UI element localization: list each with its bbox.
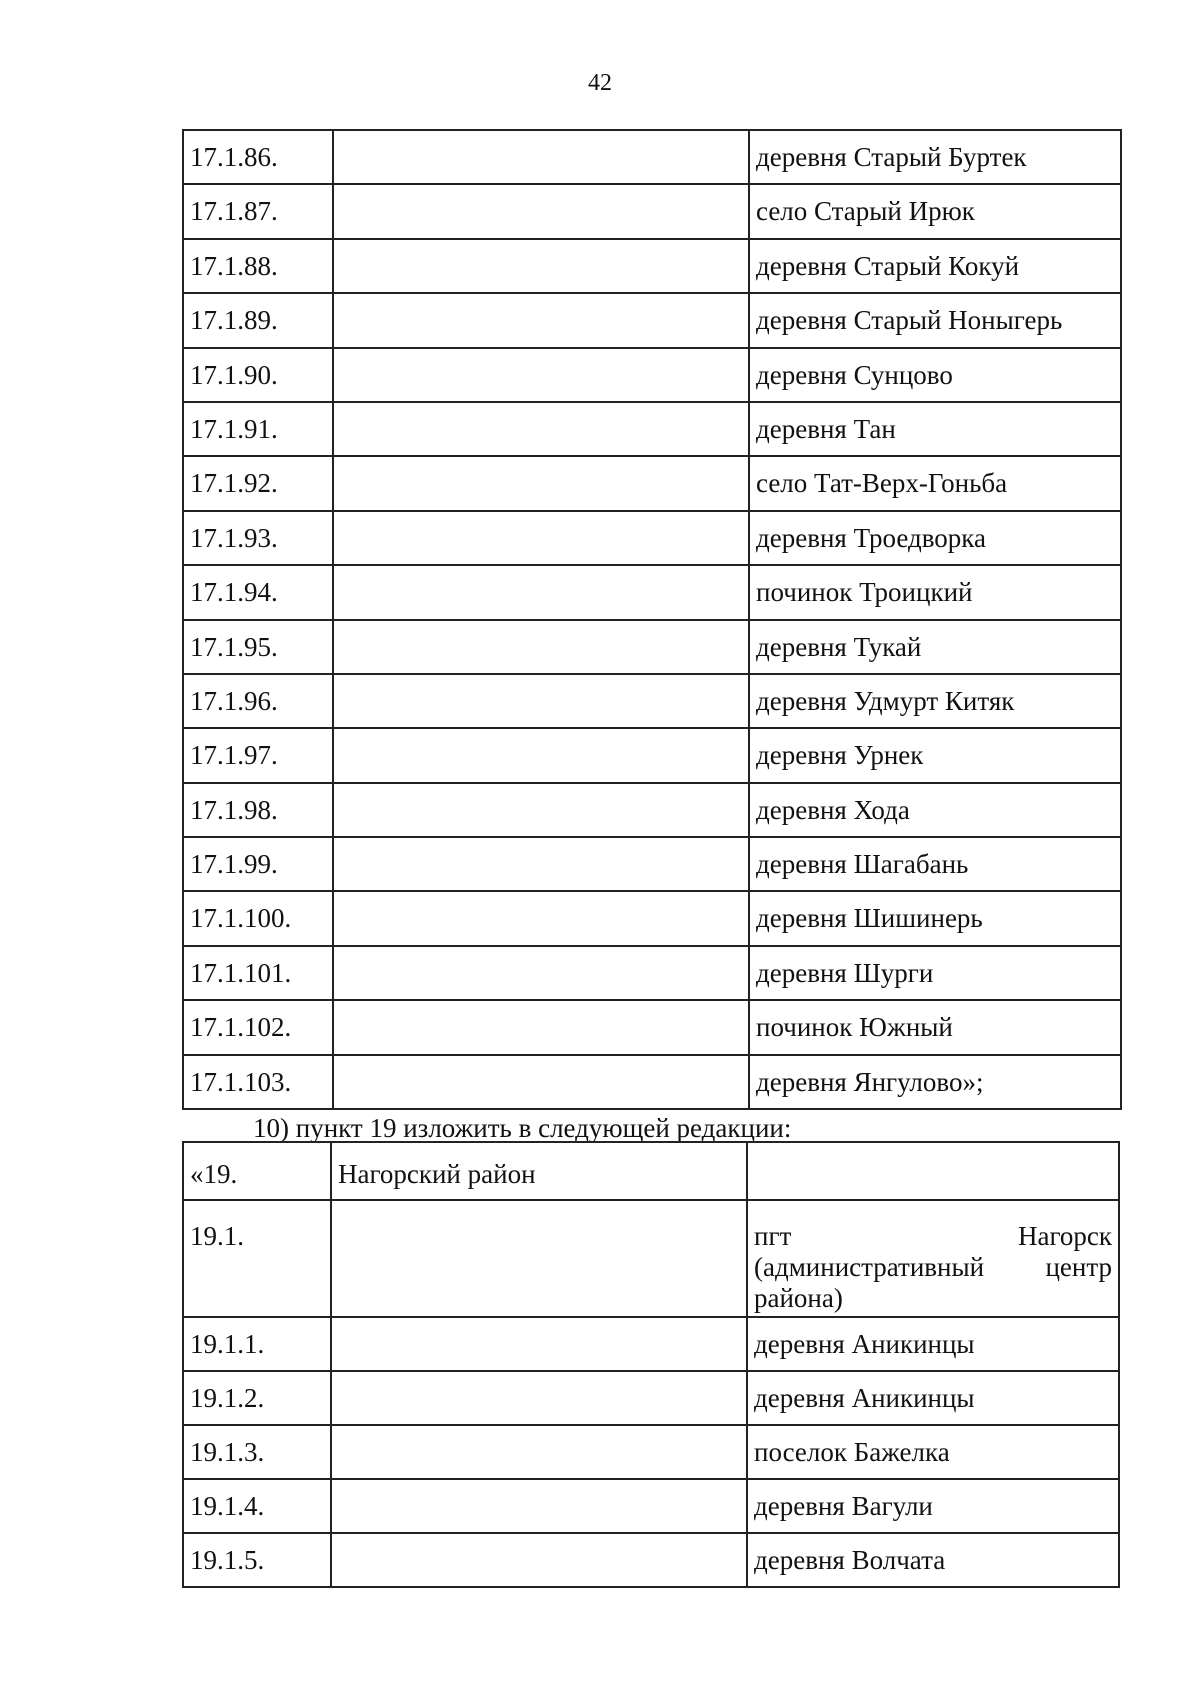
settlement-name: деревня Урнек	[749, 728, 1121, 782]
settlement-name: деревня Янгулово»;	[749, 1055, 1121, 1109]
empty-cell	[333, 511, 749, 565]
settlement-name	[747, 1200, 1119, 1317]
settlement-name-line	[754, 1252, 1112, 1283]
table-row	[183, 293, 1121, 347]
settlement-code: 17.1.87.	[183, 184, 333, 238]
settlement-code: 17.1.88.	[183, 239, 333, 293]
empty-cell	[333, 239, 749, 293]
settlement-code: 17.1.98.	[183, 783, 333, 837]
table-row	[183, 239, 1121, 293]
settlement-name: село Тат-Верх-Гоньба	[749, 456, 1121, 510]
settlement-code: 17.1.92.	[183, 456, 333, 510]
settlement-code: 19.1.1.	[183, 1317, 331, 1371]
table-row	[183, 837, 1121, 891]
settlement-code: 17.1.103.	[183, 1055, 333, 1109]
empty-cell	[333, 1000, 749, 1054]
empty-cell	[333, 565, 749, 619]
settlement-name: деревня Шагабань	[749, 837, 1121, 891]
table-row	[183, 674, 1121, 728]
settlement-note: центр	[1045, 1252, 1112, 1282]
empty-cell	[331, 1317, 747, 1371]
settlement-name: деревня Шурги	[749, 946, 1121, 1000]
settlement-code: 17.1.94.	[183, 565, 333, 619]
table-row	[183, 728, 1121, 782]
district-code: «19.	[183, 1142, 331, 1200]
settlement-name-line	[754, 1221, 1112, 1252]
settlement-code: 19.1.4.	[183, 1479, 331, 1533]
table-row	[183, 348, 1121, 402]
empty-cell	[333, 946, 749, 1000]
settlements-table-body	[183, 1142, 1119, 1317]
empty-cell	[331, 1533, 747, 1587]
administrative-center-row	[183, 1200, 1119, 1317]
empty-cell	[747, 1142, 1119, 1200]
empty-cell	[333, 184, 749, 238]
settlement-name: починок Троицкий	[749, 565, 1121, 619]
settlement-code: 17.1.93.	[183, 511, 333, 565]
settlement-code: 19.1.3.	[183, 1425, 331, 1479]
table-row	[183, 565, 1121, 619]
empty-cell	[333, 402, 749, 456]
settlement-code: 17.1.102.	[183, 1000, 333, 1054]
empty-cell	[333, 891, 749, 945]
settlements-table-district-19	[182, 1141, 1120, 1588]
settlement-code: 17.1.86.	[183, 130, 333, 184]
empty-cell	[333, 620, 749, 674]
settlement-name: деревня Удмурт Китяк	[749, 674, 1121, 728]
table-row	[183, 511, 1121, 565]
settlement-name: деревня Старый Кокуй	[749, 239, 1121, 293]
settlement-name: деревня Тан	[749, 402, 1121, 456]
settlement-name: деревня Шишинерь	[749, 891, 1121, 945]
empty-cell	[333, 728, 749, 782]
settlement-name: деревня Вагули	[747, 1479, 1119, 1533]
empty-cell	[333, 1055, 749, 1109]
settlement-name: село Старый Ирюк	[749, 184, 1121, 238]
settlements-table-body	[183, 130, 1121, 1109]
table-row	[183, 1425, 1119, 1479]
table-row	[183, 130, 1121, 184]
empty-cell	[333, 674, 749, 728]
table-row	[183, 1055, 1121, 1109]
settlement-code: 17.1.99.	[183, 837, 333, 891]
empty-cell	[333, 348, 749, 402]
table-row	[183, 1479, 1119, 1533]
table-row	[183, 783, 1121, 837]
empty-cell	[333, 783, 749, 837]
table-row	[183, 620, 1121, 674]
empty-cell	[333, 456, 749, 510]
settlement-note: района)	[754, 1283, 843, 1313]
settlement-code: 17.1.96.	[183, 674, 333, 728]
table-row	[183, 402, 1121, 456]
empty-cell	[333, 293, 749, 347]
settlement-name: починок Южный	[749, 1000, 1121, 1054]
settlement-code: 17.1.95.	[183, 620, 333, 674]
settlement-name: деревня Волчата	[747, 1533, 1119, 1587]
settlement-name: деревня Аникинцы	[747, 1371, 1119, 1425]
empty-cell	[331, 1371, 747, 1425]
settlement-code: 19.1.	[183, 1200, 331, 1317]
table-row	[183, 1317, 1119, 1371]
empty-cell	[333, 130, 749, 184]
table-row	[183, 184, 1121, 238]
amendment-instruction: 10) пункт 19 изложить в следующей редакции:	[253, 1113, 792, 1143]
settlement-code: 17.1.89.	[183, 293, 333, 347]
table-row	[183, 891, 1121, 945]
table-row	[183, 456, 1121, 510]
settlement-name: деревня Троедворка	[749, 511, 1121, 565]
table-row	[183, 1533, 1119, 1587]
settlement-note: (административный	[754, 1252, 985, 1282]
settlement-name: деревня Аникинцы	[747, 1317, 1119, 1371]
settlements-table-district-17	[182, 129, 1122, 1110]
settlement-name: деревня Старый Ноныгерь	[749, 293, 1121, 347]
settlement-type: пгт	[754, 1221, 792, 1251]
empty-cell	[331, 1425, 747, 1479]
settlement-name: поселок Бажелка	[747, 1425, 1119, 1479]
settlement-code: 19.1.5.	[183, 1533, 331, 1587]
settlement-code: 17.1.101.	[183, 946, 333, 1000]
settlement-code: 17.1.100.	[183, 891, 333, 945]
empty-cell	[331, 1479, 747, 1533]
settlement-name: деревня Хода	[749, 783, 1121, 837]
district-name: Нагорский район	[331, 1142, 747, 1200]
table-row	[183, 1371, 1119, 1425]
page-number: 42	[588, 70, 612, 96]
table-row	[183, 946, 1121, 1000]
settlement-code: 17.1.90.	[183, 348, 333, 402]
settlement-code: 17.1.97.	[183, 728, 333, 782]
settlement-code: 19.1.2.	[183, 1371, 331, 1425]
settlement-name: деревня Сунцово	[749, 348, 1121, 402]
table-row	[183, 1000, 1121, 1054]
empty-cell	[333, 837, 749, 891]
settlement-name: деревня Тукай	[749, 620, 1121, 674]
settlement-code: 17.1.91.	[183, 402, 333, 456]
settlements-table-body	[183, 1317, 1119, 1587]
settlement-name: деревня Старый Буртек	[749, 130, 1121, 184]
empty-cell	[331, 1200, 747, 1317]
settlement-title: Нагорск	[1018, 1221, 1112, 1251]
district-header-row	[183, 1142, 1119, 1200]
